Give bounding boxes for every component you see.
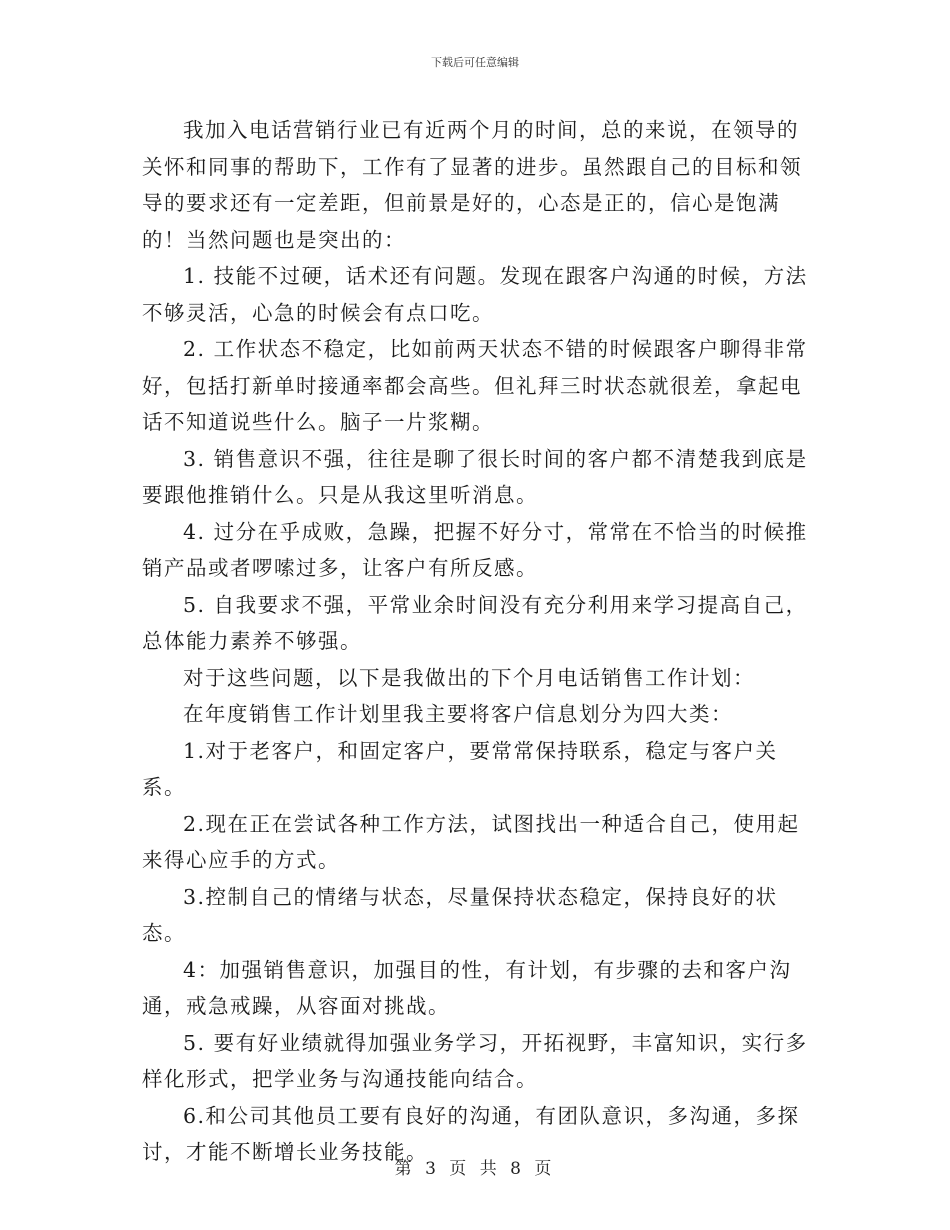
paragraph-plan-3: 3.控制自己的情绪与状态，尽量保持状态稳定，保持良好的状态。	[142, 884, 778, 945]
paragraph-plan-categories: 在年度销售工作计划里我主要将客户信息划分为四大类：	[183, 702, 733, 726]
document-body	[142, 112, 818, 1171]
paragraph-plan-1: 1.对于老客户，和固定客户，要常常保持联系，稳定与客户关系。	[142, 738, 778, 799]
paragraph-problem-2: 2. 工作状态不稳定，比如前两天状态不错的时候跟客户聊得非常好，包括打新单时接通率都会高些。但礼拜三时状态就很差，拿起电话不知道说些什么。脑子一片浆糊。	[142, 337, 808, 434]
page-footer: 第 3 页 共 8 页	[394, 1159, 556, 1179]
paragraph-plan-6: 6.和公司其他员工要有良好的沟通，有团队意识，多沟通，多探讨，才能不断增长业务技能。	[142, 1103, 800, 1164]
page-header: 下载后可任意编辑	[431, 56, 519, 69]
paragraph-problem-5: 5. 自我要求不强，平常业余时间没有充分利用来学习提高自己，总体能力素养不够强。	[142, 592, 808, 653]
paragraph-problem-1: 1. 技能不过硬，话术还有问题。发现在跟客户沟通的时候，方法不够灵活，心急的时候会有点口吃。	[142, 264, 808, 325]
paragraph-plan-intro: 对于这些问题，以下是我做出的下个月电话销售工作计划：	[183, 665, 755, 690]
paragraph-problem-3: 3. 销售意识不强，往往是聊了很长时间的客户都不清楚我到底是要跟他推销什么。只是从我这里听消息。	[142, 446, 808, 507]
paragraph-intro: 我加入电话营销行业已有近两个月的时间，总的来说，在领导的关怀和同事的帮助下，工作有了显著的进步。虽然跟自己的目标和领导的要求还有一定差距，但前景是好的，心态是正的，信心是饱满的！当然问题也是突出的：	[142, 118, 802, 252]
paragraph-plan-2: 2.现在正在尝试各种工作方法，试图找出一种适合自己，使用起来得心应手的方式。	[142, 811, 800, 872]
paragraph-plan-5: 5. 要有好业绩就得加强业务学习，开拓视野，丰富知识，实行多样化形式，把学业务与沟通技能向结合。	[142, 1030, 808, 1091]
paragraph-problem-4: 4. 过分在乎成败，急躁，把握不好分寸，常常在不恰当的时候推销产品或者啰嗦过多，让客户有所反感。	[142, 519, 808, 580]
paragraph-plan-4: 4：加强销售意识，加强目的性，有计划，有步骤的去和客户沟通，戒急戒躁，从容面对挑战。	[142, 957, 792, 1018]
